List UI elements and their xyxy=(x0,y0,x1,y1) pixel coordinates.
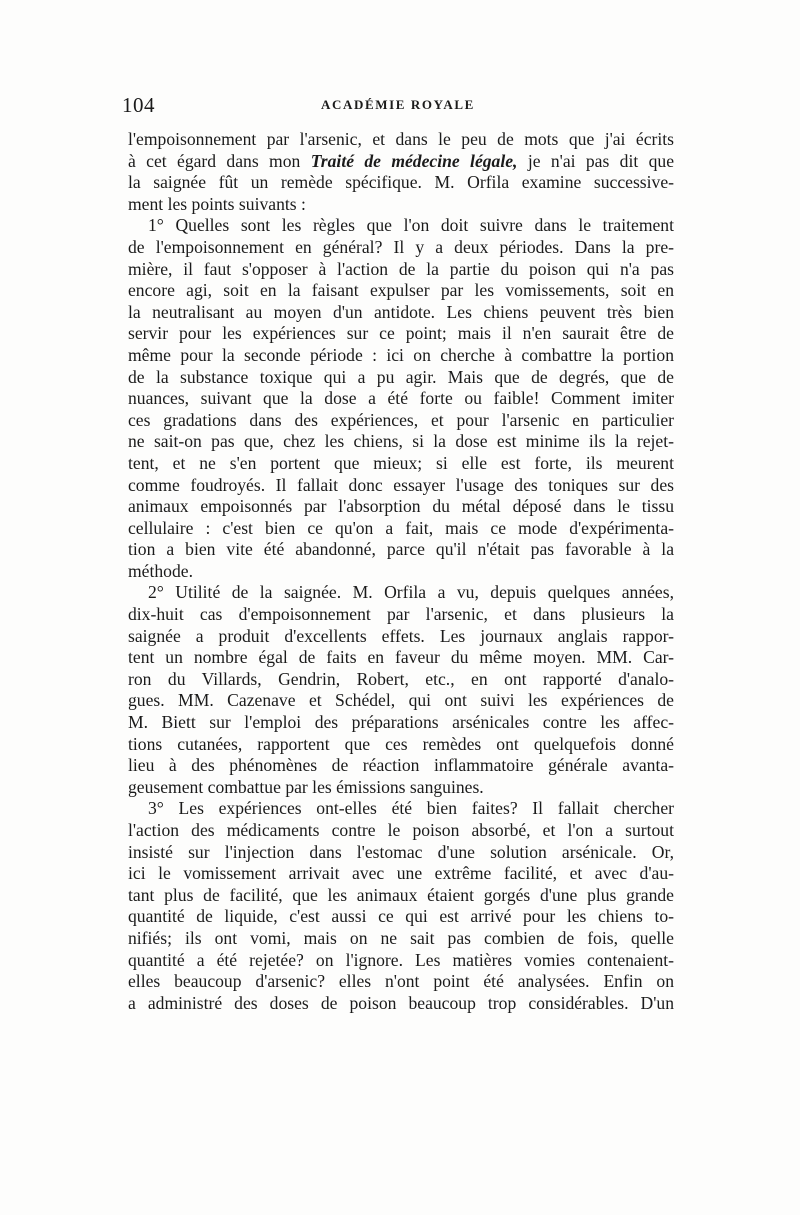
text-line: servir pour les expériences sur ce point; mais il n'en saurait être de xyxy=(128,323,674,344)
text-line: elles beaucoup d'arsenic? elles n'ont point été analysées. Enfin on xyxy=(128,971,674,992)
text-line: tant plus de facilité, que les animaux étaient gorgés d'une plus grande xyxy=(128,884,674,905)
text-line: geusement combattue par les émissions sanguines. xyxy=(128,776,484,797)
text-line: tions cutanées, rapportent que ces remèdes ont quelquefois donné xyxy=(128,733,674,754)
book-title: Traité de médecine légale, xyxy=(310,150,518,171)
text-line: comme foudroyés. Il fallait donc essayer l'usage des toniques sur des xyxy=(128,474,674,495)
text-line: 3° Les expériences ont-elles été bien faites? Il fallait chercher xyxy=(148,798,674,819)
text-line: méthode. xyxy=(128,560,193,581)
text-line: cellulaire : c'est bien ce qu'on a fait, mais ce mode d'expérimenta- xyxy=(128,517,674,538)
text-line: même pour la seconde période : ici on cherche à combattre la portion xyxy=(128,344,674,365)
text-line: tent un nombre égal de faits en faveur du même moyen. MM. Car- xyxy=(128,647,674,668)
text-line: ici le vomissement arrivait avec une extrême facilité, et avec d'au- xyxy=(128,863,674,884)
text-line: quantité de liquide, c'est aussi ce qui est arrivé pour les chiens to- xyxy=(128,906,674,927)
text-line: a administré des doses de poison beaucoup trop considérables. D'un xyxy=(128,992,674,1013)
text-fragment: je n'ai pas dit que xyxy=(527,150,675,171)
text-line: 1° Quelles sont les règles que l'on doit suivre dans le traitement xyxy=(148,215,674,236)
text-fragment: à cet égard dans mon xyxy=(128,150,301,171)
page-number: 104 xyxy=(122,93,155,117)
text-line: dix-huit cas d'empoisonnement par l'arsenic, et dans plusieurs la xyxy=(128,604,674,625)
running-head xyxy=(122,93,674,123)
text-line: tion a bien vite été abandonné, parce qu'il n'était pas favorable à la xyxy=(128,539,674,560)
text-line: mière, il faut s'opposer à l'action de la partie du poison qui n'a pas xyxy=(128,258,674,279)
text-line: M. Biett sur l'emploi des préparations arsénicales contre les affec- xyxy=(128,712,674,733)
text-line: nifiés; ils ont vomi, mais on ne sait pas combien de fois, quelle xyxy=(128,927,674,948)
text-line: insisté sur l'injection dans l'estomac d'une solution arsénicale. Or, xyxy=(128,841,674,862)
text-line: de la substance toxique qui a pu agir. Mais que de degrés, que de xyxy=(128,366,674,387)
body-text xyxy=(128,129,674,1014)
text-line: l'empoisonnement par l'arsenic, et dans le peu de mots que j'ai écrits xyxy=(128,129,674,149)
text-line: nuances, suivant que la dose a été forte ou faible! Comment imiter xyxy=(128,388,674,409)
text-line: ces gradations dans des expériences, et pour l'arsenic en particulier xyxy=(128,409,674,430)
text-line: saignée a produit d'excellents effets. Les journaux anglais rappor- xyxy=(128,625,674,646)
text-line: de l'empoisonnement en général? Il y a deux périodes. Dans la pre- xyxy=(128,236,674,257)
text-line: gues. MM. Cazenave et Schédel, qui ont suivi les expériences de xyxy=(128,690,674,711)
text-line: la neutralisant au moyen d'un antidote. Les chiens peuvent très bien xyxy=(128,301,674,322)
text-line xyxy=(128,151,674,173)
text-line: l'action des médicaments contre le poison absorbé, et l'on a surtout xyxy=(128,820,674,840)
text-line: animaux empoisonnés par l'absorption du métal déposé dans le tissu xyxy=(128,496,674,517)
text-line: encore agi, soit en la faisant expulser par les vomissements, soit en xyxy=(128,280,674,301)
text-line: la saignée fût un remède spécifique. M. Orfila examine successive- xyxy=(128,172,674,193)
text-line: ron du Villards, Gendrin, Robert, etc., en ont rapporté d'analo- xyxy=(128,668,674,689)
text-line: ne sait-on pas que, chez les chiens, si la dose est minime ils la rejet- xyxy=(128,431,674,452)
text-line: ment les points suivants : xyxy=(128,193,306,214)
text-line: quantité a été rejetée? on l'ignore. Les matières vomies contenaient- xyxy=(128,949,674,970)
text-line: tent, et ne s'en portent que mieux; si elle est forte, ils meurent xyxy=(128,452,674,473)
text-line: 2° Utilité de la saignée. M. Orfila a vu, depuis quelques années, xyxy=(148,582,674,603)
running-title: ACADÉMIE ROYALE xyxy=(321,97,475,112)
text-line: lieu à des phénomènes de réaction inflammatoire générale avanta- xyxy=(128,755,674,776)
